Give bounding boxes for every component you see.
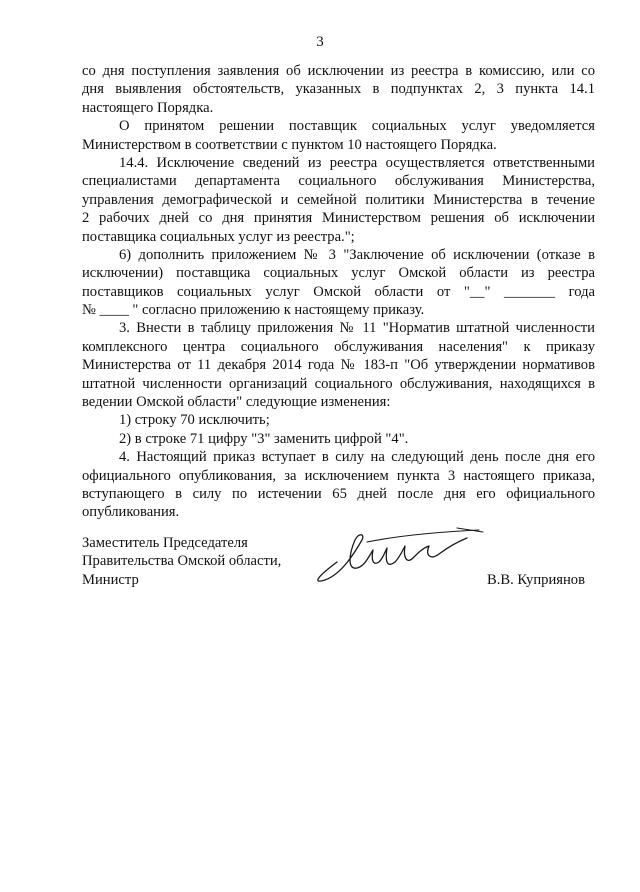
body-line: ведении Омской области" следующие изменения:	[82, 394, 391, 411]
body-line: комплексного центра социального обслуживания населения" к приказу	[82, 338, 595, 355]
signature-block	[82, 534, 595, 589]
body-line: опубликования.	[82, 504, 180, 521]
body-line: поставщика социальных услуг из реестра.";	[82, 228, 355, 245]
body-line: № ____ " согласно приложению к настоящему приказу.	[82, 302, 425, 319]
body-line: со дня поступления заявления об исключении из реестра в комиссию, или со	[82, 63, 595, 79]
body-line: 1) строку 70 исключить;	[119, 412, 270, 429]
document-body	[82, 62, 595, 522]
body-line: исключении) поставщика социальных услуг Омской области из реестра	[82, 265, 595, 282]
body-line: Министерства от 11 декабря 2014 года № 183-п "Об утверждении нормативов	[82, 357, 595, 374]
page-number: 3	[316, 34, 324, 50]
body-line: Министерством в соответствии с пунктом 10 настоящего Порядка.	[82, 136, 497, 153]
signer-name: В.В. Куприянов	[487, 571, 585, 588]
signer-title-line: Министр	[82, 571, 139, 588]
body-line: управления демографической и семейной политики Министерства в течение	[82, 191, 595, 208]
handwritten-signature	[307, 522, 487, 592]
body-line: настоящего Порядка.	[82, 99, 214, 116]
body-line: штатной численности организаций социального обслуживания, находящихся в	[82, 375, 595, 392]
body-line: официального опубликования, за исключением пункта 3 настоящего приказа,	[82, 467, 595, 484]
body-line: 2 рабочих дней со дня принятия Министерством решения об исключении	[82, 210, 595, 227]
body-line: вступающего в силу по истечении 65 дней после дня его официального	[82, 485, 595, 502]
body-line: 6) дополнить приложением № 3 "Заключение об исключении (отказе в	[119, 246, 595, 263]
body-line: дня выявления обстоятельств, указанных в подпунктах 2, 3 пункта 14.1	[82, 81, 595, 98]
body-line: О принятом решении поставщик социальных услуг уведомляется	[119, 118, 595, 135]
signer-title-line: Заместитель Председателя	[82, 535, 248, 551]
body-line: поставщиков социальных услуг Омской области от "__" _______ года	[82, 283, 595, 300]
body-line: 2) в строке 71 цифру "3" заменить цифрой "4".	[119, 430, 409, 447]
body-line: специалистами департамента социального обслуживания Министерства,	[82, 173, 595, 190]
body-line: 4. Настоящий приказ вступает в силу на следующий день после дня его	[119, 449, 595, 466]
signer-title-line: Правительства Омской области,	[82, 553, 282, 570]
body-line: 14.4. Исключение сведений из реестра осуществляется ответственными	[119, 154, 595, 171]
body-line: 3. Внести в таблицу приложения № 11 "Норматив штатной численности	[119, 320, 595, 337]
